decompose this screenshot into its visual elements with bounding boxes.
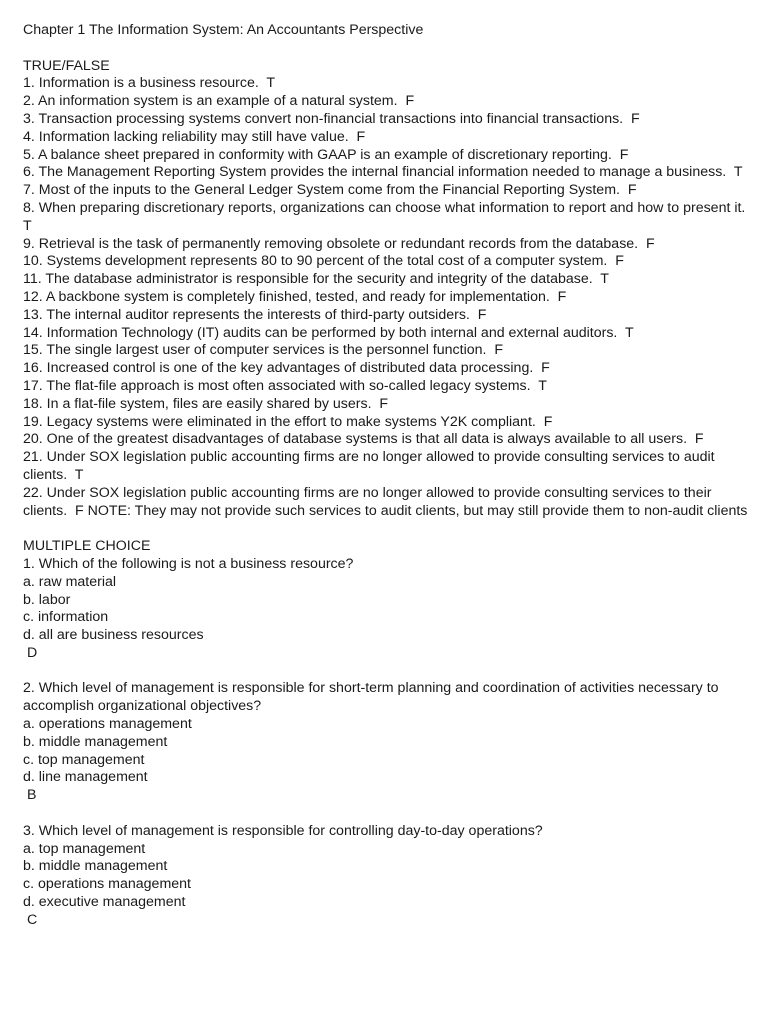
tf-item: 3. Transaction processing systems convert non-financial transactions into financial transactions. F bbox=[23, 110, 640, 127]
mc-option: a. top management bbox=[23, 840, 146, 857]
tf-item: 17. The flat-file approach is most often associated with so-called legacy systems. T bbox=[23, 377, 547, 394]
tf-item: 7. Most of the inputs to the General Ledger System come from the Financial Reporting System. F bbox=[23, 182, 637, 199]
tf-item: 4. Information lacking reliability may still have value. F bbox=[23, 128, 366, 145]
tf-item: 18. In a flat-file system, files are easily shared by users. F bbox=[23, 395, 389, 412]
mc-answer: D bbox=[23, 644, 38, 661]
tf-item: 22. Under SOX legislation public accounting firms are no longer allowed to provide consulting services to their clients. F NOTE: They may not provide such services to audit clients, but may still provide them to non-audit clients bbox=[23, 484, 748, 519]
mc-option: b. labor bbox=[23, 591, 71, 608]
mc-option: d. line management bbox=[23, 769, 148, 786]
mc-option: c. operations management bbox=[23, 876, 191, 893]
mc-question: 3. Which level of management is responsible for controlling day-to-day operations? bbox=[23, 822, 543, 839]
mc-option: a. operations management bbox=[23, 716, 192, 733]
tf-item: 13. The internal auditor represents the interests of third-party outsiders. F bbox=[23, 306, 487, 323]
page-title: Chapter 1 The Information System: An Accountants Perspective bbox=[23, 22, 424, 38]
tf-item: 16. Increased control is one of the key advantages of distributed data processing. F bbox=[23, 360, 550, 377]
mc-question-block bbox=[23, 556, 753, 663]
tf-item: 10. Systems development represents 80 to 90 percent of the total cost of a computer system. F bbox=[23, 253, 624, 270]
mc-answer: B bbox=[23, 787, 37, 804]
mc-question-block bbox=[23, 680, 753, 805]
tf-item: 21. Under SOX legislation public accounting firms are no longer allowed to provide consulting services to audit clients. T bbox=[23, 449, 719, 483]
tf-item: 14. Information Technology (IT) audits can be performed by both internal and external auditors. T bbox=[23, 324, 634, 341]
mc-option: b. middle management bbox=[23, 733, 168, 750]
tf-item: 20. One of the greatest disadvantages of database systems is that all data is always available to all users. F bbox=[23, 431, 704, 448]
mc-question-block bbox=[23, 823, 753, 930]
tf-item: 2. An information system is an example of a natural system. F bbox=[23, 93, 415, 110]
spacer bbox=[23, 663, 753, 681]
tf-item: 1. Information is a business resource. T bbox=[23, 75, 276, 92]
tf-item: 15. The single largest user of computer services is the personnel function. F bbox=[23, 342, 503, 359]
mc-option: c. information bbox=[23, 609, 109, 626]
document-page bbox=[23, 22, 753, 930]
multiple-choice-heading: MULTIPLE CHOICE bbox=[23, 538, 151, 555]
mc-option: c. top management bbox=[23, 751, 145, 768]
tf-item: 6. The Management Reporting System provides the internal financial information needed to manage a business. T bbox=[23, 164, 743, 181]
tf-item: 19. Legacy systems were eliminated in the effort to make systems Y2K compliant. F bbox=[23, 413, 553, 430]
mc-question: 2. Which level of management is responsible for short-term planning and coordination of activities necessary to accomplish organizational objectives? bbox=[23, 680, 723, 715]
tf-item: 12. A backbone system is completely finished, tested, and ready for implementation. F bbox=[23, 288, 567, 305]
tf-item: 11. The database administrator is responsible for the security and integrity of the database. T bbox=[23, 271, 609, 288]
mc-option: d. all are business resources bbox=[23, 627, 204, 644]
tf-item: 8. When preparing discretionary reports, organizations can choose what information to report and how to present it. T bbox=[23, 199, 754, 234]
true-false-list bbox=[23, 75, 753, 520]
tf-item: 9. Retrieval is the task of permanently removing obsolete or redundant records from the database. F bbox=[23, 235, 655, 252]
mc-answer: C bbox=[23, 911, 38, 928]
spacer bbox=[23, 40, 753, 58]
mc-question: 1. Which of the following is not a business resource? bbox=[23, 555, 354, 572]
mc-option: d. executive management bbox=[23, 894, 186, 911]
mc-option: b. middle management bbox=[23, 858, 168, 875]
true-false-heading: TRUE/FALSE bbox=[23, 57, 110, 74]
mc-option: a. raw material bbox=[23, 573, 117, 590]
spacer bbox=[23, 520, 753, 538]
spacer bbox=[23, 805, 753, 823]
tf-item: 5. A balance sheet prepared in conformity with GAAP is an example of discretionary reporting. F bbox=[23, 146, 629, 163]
